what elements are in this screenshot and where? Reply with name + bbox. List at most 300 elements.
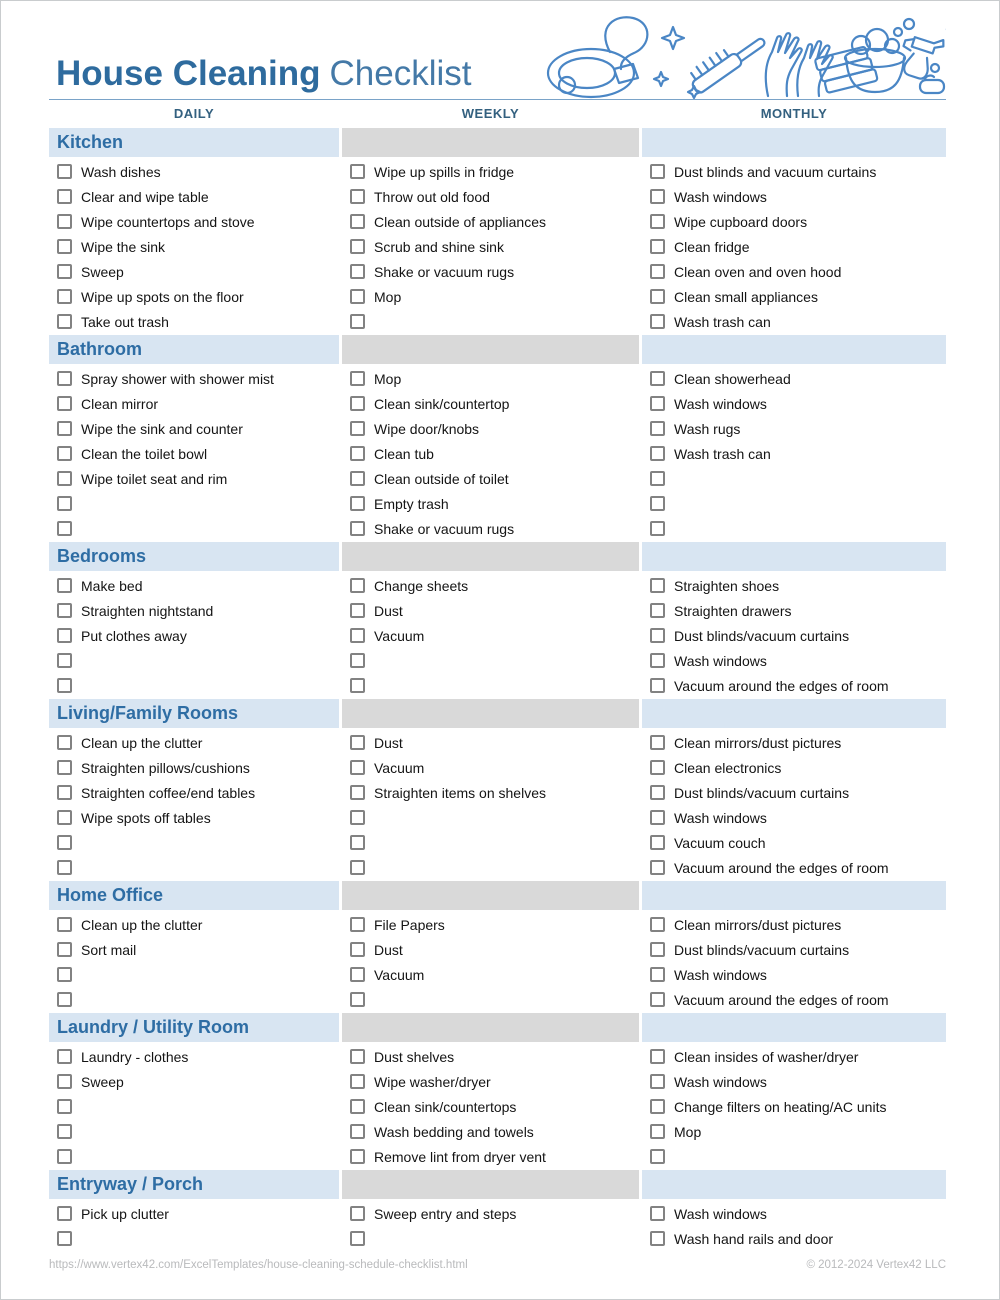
- checklist-item: [642, 805, 946, 830]
- checkbox[interactable]: [57, 164, 72, 179]
- checkbox[interactable]: [350, 214, 365, 229]
- item-label: File Papers: [374, 916, 445, 933]
- section-entryway-porch: [49, 1170, 946, 1251]
- checkbox[interactable]: [57, 917, 72, 932]
- checkbox[interactable]: [650, 785, 665, 800]
- checkbox[interactable]: [350, 967, 365, 982]
- item-label: Clean up the clutter: [81, 734, 203, 751]
- checkbox[interactable]: [650, 860, 665, 875]
- section-title: Kitchen: [57, 132, 124, 152]
- daily-column: [49, 1199, 339, 1251]
- checkbox[interactable]: [350, 421, 365, 436]
- checkbox[interactable]: [350, 314, 365, 329]
- section-band-monthly: [642, 128, 946, 157]
- item-label: Wash rugs: [674, 420, 741, 437]
- checklist-item: [642, 1069, 946, 1094]
- section-kitchen: [49, 128, 946, 334]
- checkbox[interactable]: [350, 239, 365, 254]
- checklist-item: [642, 780, 946, 805]
- checklist-item: [49, 573, 339, 598]
- checkbox[interactable]: [57, 1206, 72, 1221]
- item-label: Vacuum: [374, 759, 425, 776]
- checklist-item: [49, 987, 339, 1012]
- item-label: Dust: [374, 602, 403, 619]
- item-label: Wipe up spills in fridge: [374, 163, 515, 180]
- checkbox[interactable]: [350, 603, 365, 618]
- checkbox[interactable]: [350, 396, 365, 411]
- item-label: Wipe the sink and counter: [81, 420, 243, 437]
- section-body: [49, 1199, 946, 1251]
- checkbox[interactable]: [650, 760, 665, 775]
- section-band-weekly: [342, 128, 639, 157]
- checklist-item: [49, 1094, 339, 1119]
- monthly-column: [642, 910, 946, 1012]
- checklist-item: [642, 937, 946, 962]
- checkbox[interactable]: [57, 760, 72, 775]
- checkbox[interactable]: [57, 1049, 72, 1064]
- checkbox[interactable]: [650, 967, 665, 982]
- checkbox[interactable]: [350, 189, 365, 204]
- section-body: [49, 571, 946, 698]
- checkbox[interactable]: [350, 264, 365, 279]
- checklist-item: [49, 1069, 339, 1094]
- checkbox[interactable]: [350, 1231, 365, 1246]
- checkbox[interactable]: [650, 371, 665, 386]
- item-label: Wipe spots off tables: [81, 809, 211, 826]
- checkbox[interactable]: [350, 1099, 365, 1114]
- item-label: Laundry - clothes: [81, 1048, 189, 1065]
- checkbox[interactable]: [57, 835, 72, 850]
- checkbox[interactable]: [350, 289, 365, 304]
- section-header: [49, 1013, 946, 1042]
- checkbox[interactable]: [57, 810, 72, 825]
- weekly-column: [342, 157, 639, 334]
- checkbox[interactable]: [650, 653, 665, 668]
- checkbox[interactable]: [650, 214, 665, 229]
- checkbox[interactable]: [57, 471, 72, 486]
- section-body: [49, 1042, 946, 1169]
- checkbox[interactable]: [350, 785, 365, 800]
- checkbox[interactable]: [350, 917, 365, 932]
- item-label: Vacuum around the edges of room: [674, 991, 889, 1008]
- item-label: Wash windows: [674, 652, 767, 669]
- checkbox[interactable]: [57, 446, 72, 461]
- section-body: [49, 910, 946, 1012]
- checkbox[interactable]: [57, 1231, 72, 1246]
- checkbox[interactable]: [650, 810, 665, 825]
- checkbox[interactable]: [57, 653, 72, 668]
- item-label: Straighten items on shelves: [374, 784, 546, 801]
- checkbox[interactable]: [650, 189, 665, 204]
- checkbox[interactable]: [57, 967, 72, 982]
- checkbox[interactable]: [650, 521, 665, 536]
- checkbox[interactable]: [650, 314, 665, 329]
- item-label: Vacuum couch: [674, 834, 766, 851]
- checklist-item: [642, 234, 946, 259]
- weekly-column: [342, 1199, 639, 1251]
- checklist-item: [642, 416, 946, 441]
- weekly-column: [342, 364, 639, 541]
- checklist-item: [342, 259, 639, 284]
- checkbox[interactable]: [57, 371, 72, 386]
- checklist-item: [49, 623, 339, 648]
- checkbox[interactable]: [350, 760, 365, 775]
- section-title: Bathroom: [57, 339, 142, 359]
- checkbox[interactable]: [650, 239, 665, 254]
- checkbox[interactable]: [350, 835, 365, 850]
- item-label: Straighten pillows/cushions: [81, 759, 250, 776]
- item-label: Clean sink/countertops: [374, 1098, 517, 1115]
- checkbox[interactable]: [57, 1099, 72, 1114]
- checkbox[interactable]: [57, 264, 72, 279]
- item-label: Shake or vacuum rugs: [374, 520, 515, 537]
- item-label: Dust blinds/vacuum curtains: [674, 941, 850, 958]
- checklist-item: [49, 441, 339, 466]
- checklist-item: [642, 441, 946, 466]
- checkbox[interactable]: [350, 992, 365, 1007]
- checkbox[interactable]: [350, 1049, 365, 1064]
- column-headers: [49, 100, 946, 127]
- footer-url-link[interactable]: https://www.vertex42.com/ExcelTemplates/house-cleaning-schedule-checklist.html: [49, 1259, 468, 1271]
- cleaning-doodles-art: [536, 12, 946, 100]
- item-label: Dust blinds/vacuum curtains: [674, 784, 850, 801]
- daily-column: [49, 364, 339, 541]
- checklist-item: [49, 830, 339, 855]
- item-label: Vacuum: [374, 966, 425, 983]
- sections: [49, 128, 946, 1251]
- checkbox[interactable]: [57, 214, 72, 229]
- item-label: Dust blinds and vacuum curtains: [674, 163, 877, 180]
- checklist-item: [342, 1069, 639, 1094]
- section-band-monthly: [642, 1013, 946, 1042]
- checkbox[interactable]: [650, 396, 665, 411]
- item-label: Wipe door/knobs: [374, 420, 480, 437]
- checkbox[interactable]: [350, 521, 365, 536]
- checkbox[interactable]: [57, 942, 72, 957]
- checkbox[interactable]: [350, 1074, 365, 1089]
- item-label: Vacuum: [374, 627, 425, 644]
- checkbox[interactable]: [57, 603, 72, 618]
- checklist-item: [642, 648, 946, 673]
- item-label: Pick up clutter: [81, 1205, 169, 1222]
- checklist-item: [342, 780, 639, 805]
- section-band-weekly: [342, 335, 639, 364]
- checkbox[interactable]: [650, 164, 665, 179]
- checklist-item: [642, 987, 946, 1012]
- checklist-item: [642, 598, 946, 623]
- checkbox[interactable]: [650, 289, 665, 304]
- section-band-weekly: [342, 542, 639, 571]
- item-label: Vacuum around the edges of room: [674, 859, 889, 876]
- section-bathroom: [49, 335, 946, 541]
- checkbox[interactable]: [350, 628, 365, 643]
- section-living-family-rooms: [49, 699, 946, 880]
- footer-copyright: © 2012-2024 Vertex42 LLC: [806, 1259, 946, 1271]
- item-label: Wash windows: [674, 1205, 767, 1222]
- section-laundry-utility-room: [49, 1013, 946, 1169]
- item-label: Straighten shoes: [674, 577, 780, 594]
- checklist-item: [342, 987, 639, 1012]
- checkbox[interactable]: [350, 164, 365, 179]
- checkbox[interactable]: [57, 521, 72, 536]
- checklist-item: [49, 780, 339, 805]
- item-label: Spray shower with shower mist: [81, 370, 274, 387]
- checklist-item: [49, 755, 339, 780]
- item-label: Wash windows: [674, 188, 767, 205]
- daily-column: [49, 157, 339, 334]
- checkbox[interactable]: [57, 992, 72, 1007]
- checklist-item: [49, 1119, 339, 1144]
- section-header: [49, 128, 946, 157]
- checkbox[interactable]: [350, 496, 365, 511]
- item-label: Wipe toilet seat and rim: [81, 470, 228, 487]
- item-label: Wash windows: [674, 809, 767, 826]
- weekly-column: [342, 910, 639, 1012]
- spray-bottle-icon: [895, 16, 946, 85]
- checkbox[interactable]: [350, 371, 365, 386]
- checklist-item: [342, 491, 639, 516]
- checklist-item: [642, 1226, 946, 1251]
- checkbox[interactable]: [57, 860, 72, 875]
- checkbox[interactable]: [650, 835, 665, 850]
- checkbox[interactable]: [57, 239, 72, 254]
- checklist-item: [342, 234, 639, 259]
- checkbox[interactable]: [650, 603, 665, 618]
- checklist-item: [642, 1044, 946, 1069]
- checkbox[interactable]: [57, 735, 72, 750]
- checkbox[interactable]: [650, 1149, 665, 1164]
- checkbox[interactable]: [57, 289, 72, 304]
- section-header: [49, 335, 946, 364]
- checkbox[interactable]: [350, 471, 365, 486]
- checkbox[interactable]: [57, 1074, 72, 1089]
- item-label: Change filters on heating/AC units: [674, 1098, 887, 1115]
- checkbox[interactable]: [57, 785, 72, 800]
- item-label: Dust: [374, 941, 403, 958]
- checklist-item: [642, 366, 946, 391]
- checklist-item: [342, 1144, 639, 1169]
- section-title: Home Office: [57, 885, 164, 905]
- checklist-item: [642, 209, 946, 234]
- vacuum-cleaner-icon: [548, 17, 647, 97]
- checklist-item: [642, 1119, 946, 1144]
- section-band-daily: [49, 542, 339, 571]
- checkbox[interactable]: [650, 264, 665, 279]
- page-footer: [49, 1259, 946, 1271]
- checkbox[interactable]: [350, 1206, 365, 1221]
- checkbox[interactable]: [350, 735, 365, 750]
- checkbox[interactable]: [650, 1124, 665, 1139]
- daily-column: [49, 571, 339, 698]
- checklist-item: [342, 673, 639, 698]
- checklist-item: [342, 830, 639, 855]
- item-label: Wash trash can: [674, 445, 771, 462]
- item-label: Clean oven and oven hood: [674, 263, 842, 280]
- checkbox[interactable]: [650, 735, 665, 750]
- item-label: Clean showerhead: [674, 370, 791, 387]
- checklist-item: [642, 1094, 946, 1119]
- checklist-item: [642, 830, 946, 855]
- checkbox[interactable]: [350, 578, 365, 593]
- checkbox[interactable]: [350, 678, 365, 693]
- item-label: Clean sink/countertop: [374, 395, 510, 412]
- weekly-column: [342, 1042, 639, 1169]
- checklist-item: [642, 309, 946, 334]
- checklist-item: [49, 1144, 339, 1169]
- checklist-item: [342, 416, 639, 441]
- item-label: Empty trash: [374, 495, 449, 512]
- checkbox[interactable]: [57, 189, 72, 204]
- checklist-item: [642, 730, 946, 755]
- checklist-item: [342, 1044, 639, 1069]
- section-band-monthly: [642, 335, 946, 364]
- checklist-item: [642, 391, 946, 416]
- checkbox[interactable]: [650, 628, 665, 643]
- checkbox[interactable]: [650, 496, 665, 511]
- checkbox[interactable]: [650, 446, 665, 461]
- item-label: Wash windows: [674, 1073, 767, 1090]
- item-label: Sweep: [81, 263, 124, 280]
- checkbox[interactable]: [57, 678, 72, 693]
- checkbox[interactable]: [57, 1149, 72, 1164]
- checklist-item: [342, 912, 639, 937]
- checkbox[interactable]: [650, 471, 665, 486]
- checklist-item: [49, 912, 339, 937]
- checkbox[interactable]: [350, 860, 365, 875]
- checklist-item: [342, 598, 639, 623]
- item-label: Take out trash: [81, 313, 169, 330]
- checkbox[interactable]: [650, 1074, 665, 1089]
- checkbox[interactable]: [57, 314, 72, 329]
- section-band-daily: [49, 335, 339, 364]
- section-header: [49, 542, 946, 571]
- item-label: Clean mirror: [81, 395, 159, 412]
- checkbox[interactable]: [350, 942, 365, 957]
- checklist-item: [49, 1201, 339, 1226]
- checklist-item: [642, 516, 946, 541]
- monthly-column: [642, 157, 946, 334]
- checklist-item: [49, 598, 339, 623]
- checkbox[interactable]: [57, 1124, 72, 1139]
- checklist-item: [642, 259, 946, 284]
- checkbox[interactable]: [350, 810, 365, 825]
- checkbox[interactable]: [650, 1206, 665, 1221]
- section-bedrooms: [49, 542, 946, 698]
- checklist-item: [49, 466, 339, 491]
- checklist-item: [642, 491, 946, 516]
- checkbox[interactable]: [650, 1049, 665, 1064]
- checklist-item: [642, 466, 946, 491]
- item-label: Wash windows: [674, 395, 767, 412]
- item-label: Clean small appliances: [674, 288, 818, 305]
- daily-column: [49, 910, 339, 1012]
- checklist-item: [342, 366, 639, 391]
- item-label: Straighten drawers: [674, 602, 792, 619]
- monthly-column: [642, 1042, 946, 1169]
- section-band-daily: [49, 128, 339, 157]
- checklist-item: [49, 673, 339, 698]
- checkbox[interactable]: [57, 496, 72, 511]
- item-label: Make bed: [81, 577, 143, 594]
- checklist-item: [49, 491, 339, 516]
- section-body: [49, 157, 946, 334]
- checkbox[interactable]: [350, 653, 365, 668]
- item-label: Straighten nightstand: [81, 602, 214, 619]
- section-title: Bedrooms: [57, 546, 147, 566]
- checklist-item: [642, 284, 946, 309]
- monthly-column: [642, 571, 946, 698]
- checklist-item: [342, 1119, 639, 1144]
- item-label: Clean electronics: [674, 759, 782, 776]
- checklist-item: [342, 309, 639, 334]
- item-label: Clean insides of washer/dryer: [674, 1048, 859, 1065]
- section-body: [49, 728, 946, 880]
- checklist-item: [642, 573, 946, 598]
- section-band-daily: [49, 881, 339, 910]
- item-label: Vacuum around the edges of room: [674, 677, 889, 694]
- section-band-weekly: [342, 1013, 639, 1042]
- checklist-item: [49, 309, 339, 334]
- checkbox[interactable]: [350, 446, 365, 461]
- checkbox[interactable]: [650, 942, 665, 957]
- checkbox[interactable]: [650, 992, 665, 1007]
- item-label: Wipe the sink: [81, 238, 166, 255]
- checklist-item: [342, 184, 639, 209]
- checklist-item: [49, 516, 339, 541]
- item-label: Wash bedding and towels: [374, 1123, 534, 1140]
- checklist-item: [342, 648, 639, 673]
- column-header-weekly: WEEKLY: [461, 106, 520, 121]
- checklist-item: [49, 391, 339, 416]
- checklist-item: [49, 234, 339, 259]
- item-label: Clean fridge: [674, 238, 750, 255]
- checklist-item: [642, 159, 946, 184]
- checklist-item: [642, 755, 946, 780]
- checkbox[interactable]: [650, 1099, 665, 1114]
- checkbox[interactable]: [350, 1149, 365, 1164]
- section-body: [49, 364, 946, 541]
- checkbox[interactable]: [57, 628, 72, 643]
- checklist-item: [342, 1094, 639, 1119]
- checklist-item: [642, 673, 946, 698]
- weekly-column: [342, 571, 639, 698]
- checkbox[interactable]: [57, 396, 72, 411]
- page-title-bold: House Cleaning: [56, 54, 321, 93]
- checklist-item: [49, 937, 339, 962]
- checkbox[interactable]: [650, 1231, 665, 1246]
- checkbox[interactable]: [57, 421, 72, 436]
- checklist-item: [642, 855, 946, 880]
- item-label: Dust: [374, 734, 403, 751]
- checklist-item: [49, 805, 339, 830]
- checklist-item: [342, 441, 639, 466]
- checkbox[interactable]: [350, 1124, 365, 1139]
- item-label: Sort mail: [81, 941, 137, 958]
- checklist-item: [49, 648, 339, 673]
- checklist-item: [342, 730, 639, 755]
- checkbox[interactable]: [650, 578, 665, 593]
- section-home-office: [49, 881, 946, 1012]
- checklist-item: [49, 1226, 339, 1251]
- item-label: Sweep: [81, 1073, 124, 1090]
- checkbox[interactable]: [650, 917, 665, 932]
- checklist-item: [342, 755, 639, 780]
- checkbox[interactable]: [57, 578, 72, 593]
- checkbox[interactable]: [650, 678, 665, 693]
- checklist-item: [342, 466, 639, 491]
- checkbox[interactable]: [650, 421, 665, 436]
- checklist-item: [642, 962, 946, 987]
